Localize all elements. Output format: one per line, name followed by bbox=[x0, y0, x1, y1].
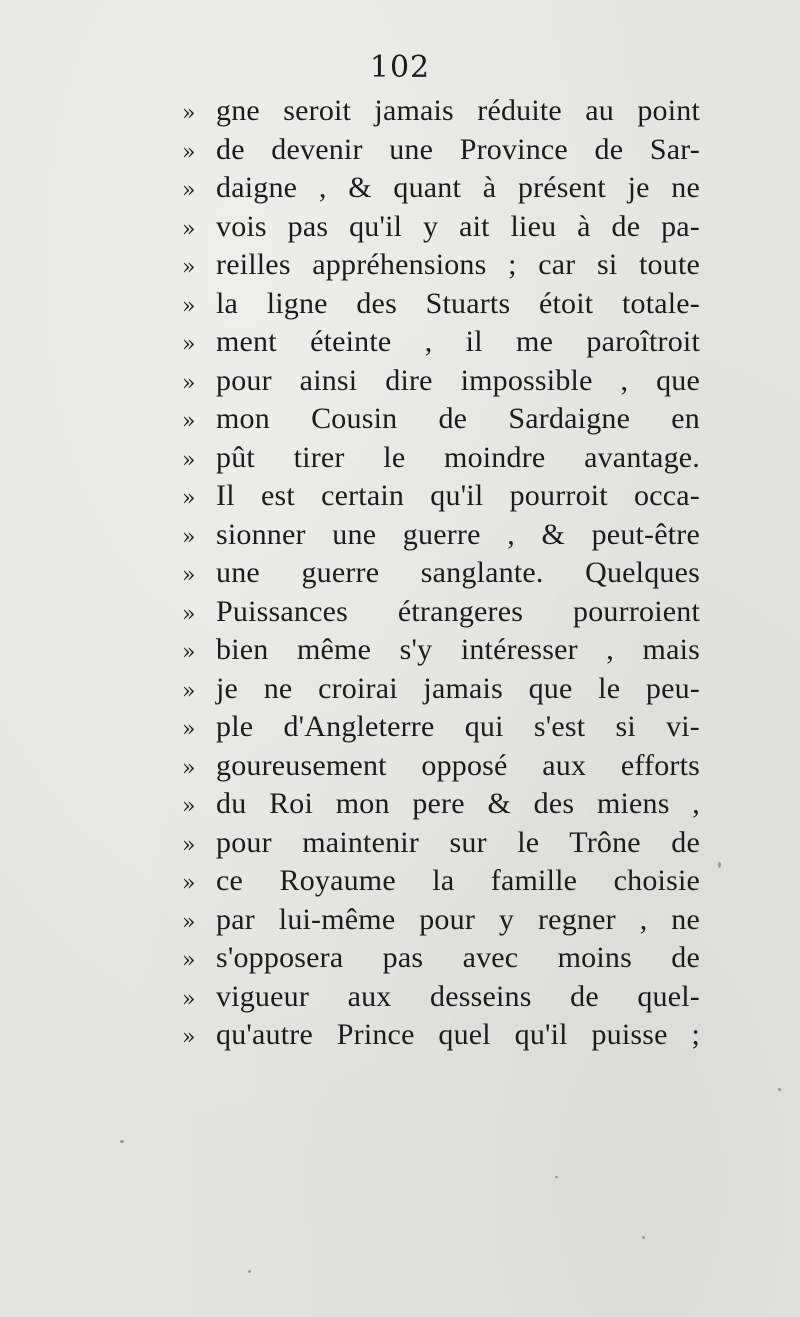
quote-mark: » bbox=[182, 717, 196, 742]
text-line bbox=[182, 362, 700, 401]
paper-speck bbox=[248, 1270, 251, 1273]
text-line bbox=[182, 631, 700, 670]
quote-mark: » bbox=[182, 678, 196, 704]
line-text: pût tirer le moindre avantage. bbox=[216, 440, 700, 474]
line-text: ple d'Angleterre qui s'est si vi- bbox=[216, 710, 700, 743]
paper-speck bbox=[718, 862, 721, 868]
line-text: reilles appréhensions ; car si toute bbox=[216, 248, 700, 281]
text-line bbox=[182, 285, 700, 324]
paper-speck bbox=[778, 1088, 781, 1091]
text-line bbox=[182, 516, 700, 555]
text-line bbox=[182, 747, 700, 786]
quote-mark: » bbox=[182, 948, 196, 973]
line-text: sionner une guerre , & peut-être bbox=[216, 517, 700, 551]
text-line bbox=[182, 670, 700, 709]
paper-speck bbox=[120, 1140, 124, 1143]
quote-mark: » bbox=[182, 139, 196, 165]
quote-mark: » bbox=[182, 640, 196, 665]
line-text: vois pas qu'il y ait lieu à de pa- bbox=[216, 209, 700, 243]
line-text: une guerre sanglante. Quelques bbox=[216, 556, 700, 589]
quote-mark: » bbox=[182, 524, 196, 550]
text-line bbox=[182, 400, 700, 439]
quote-mark: » bbox=[182, 755, 196, 781]
quote-mark: » bbox=[182, 871, 196, 896]
text-line bbox=[182, 1016, 700, 1055]
line-text: pour maintenir sur le Trône de bbox=[216, 825, 700, 859]
paper-speck bbox=[642, 1236, 645, 1239]
text-line bbox=[182, 901, 700, 940]
text-line bbox=[182, 131, 700, 170]
text-line bbox=[182, 169, 700, 208]
quote-mark: » bbox=[182, 293, 196, 319]
text-line bbox=[182, 439, 700, 478]
text-line bbox=[182, 978, 700, 1017]
line-text: s'opposera pas avec moins de bbox=[216, 941, 700, 974]
line-text: par lui-même pour y regner , ne bbox=[216, 902, 700, 936]
line-text: Il est certain qu'il pourroit occa- bbox=[216, 479, 700, 512]
quote-mark: » bbox=[182, 601, 196, 627]
page-number: 102 bbox=[369, 50, 431, 85]
line-text: mon Cousin de Sardaigne en bbox=[216, 402, 700, 435]
text-line bbox=[182, 554, 700, 593]
line-text: vigueur aux desseins de quel- bbox=[216, 979, 700, 1013]
quote-mark: » bbox=[182, 486, 196, 511]
text-line bbox=[182, 593, 700, 632]
line-text: daigne , & quant à présent je ne bbox=[216, 171, 700, 204]
paper-speck bbox=[555, 1176, 558, 1178]
line-text: bien même s'y intéresser , mais bbox=[216, 633, 700, 666]
text-line bbox=[182, 708, 700, 747]
quote-mark: » bbox=[182, 1025, 196, 1050]
line-text: gne seroit jamais réduite au point bbox=[216, 94, 700, 127]
quote-mark: » bbox=[182, 447, 196, 473]
quote-mark: » bbox=[182, 986, 196, 1012]
line-text: qu'autre Prince quel qu'il puisse ; bbox=[216, 1018, 700, 1051]
text-line bbox=[182, 862, 700, 901]
quote-mark: » bbox=[182, 178, 196, 203]
quote-mark: » bbox=[182, 101, 196, 126]
text-line bbox=[182, 939, 700, 978]
quote-mark: » bbox=[182, 409, 196, 434]
text-line bbox=[182, 824, 700, 863]
text-line bbox=[182, 323, 700, 362]
line-text: je ne croirai jamais que le peu- bbox=[216, 671, 700, 705]
line-text: de devenir une Province de Sar- bbox=[216, 132, 700, 166]
quote-mark: » bbox=[182, 370, 196, 396]
text-line bbox=[182, 785, 700, 824]
line-text: du Roi mon pere & des miens , bbox=[216, 787, 700, 820]
quote-mark: » bbox=[182, 794, 196, 819]
quote-mark: » bbox=[182, 255, 196, 280]
quote-mark: » bbox=[182, 216, 196, 242]
line-text: pour ainsi dire impossible , que bbox=[216, 363, 700, 397]
quote-mark: » bbox=[182, 832, 196, 858]
line-text: la ligne des Stuarts étoit totale- bbox=[216, 286, 700, 320]
quote-mark: » bbox=[182, 332, 196, 357]
line-text: ment éteinte , il me paroîtroit bbox=[216, 325, 700, 358]
text-line bbox=[182, 246, 700, 285]
quote-mark: » bbox=[182, 909, 196, 935]
quote-mark: » bbox=[182, 563, 196, 588]
text-line bbox=[182, 208, 700, 247]
text-line bbox=[182, 92, 700, 131]
line-text: ce Royaume la famille choisie bbox=[216, 864, 700, 897]
body-text bbox=[182, 92, 700, 1055]
text-line bbox=[182, 477, 700, 516]
line-text: goureusement opposé aux efforts bbox=[216, 748, 700, 782]
line-text: Puissances étrangeres pourroient bbox=[216, 594, 700, 628]
